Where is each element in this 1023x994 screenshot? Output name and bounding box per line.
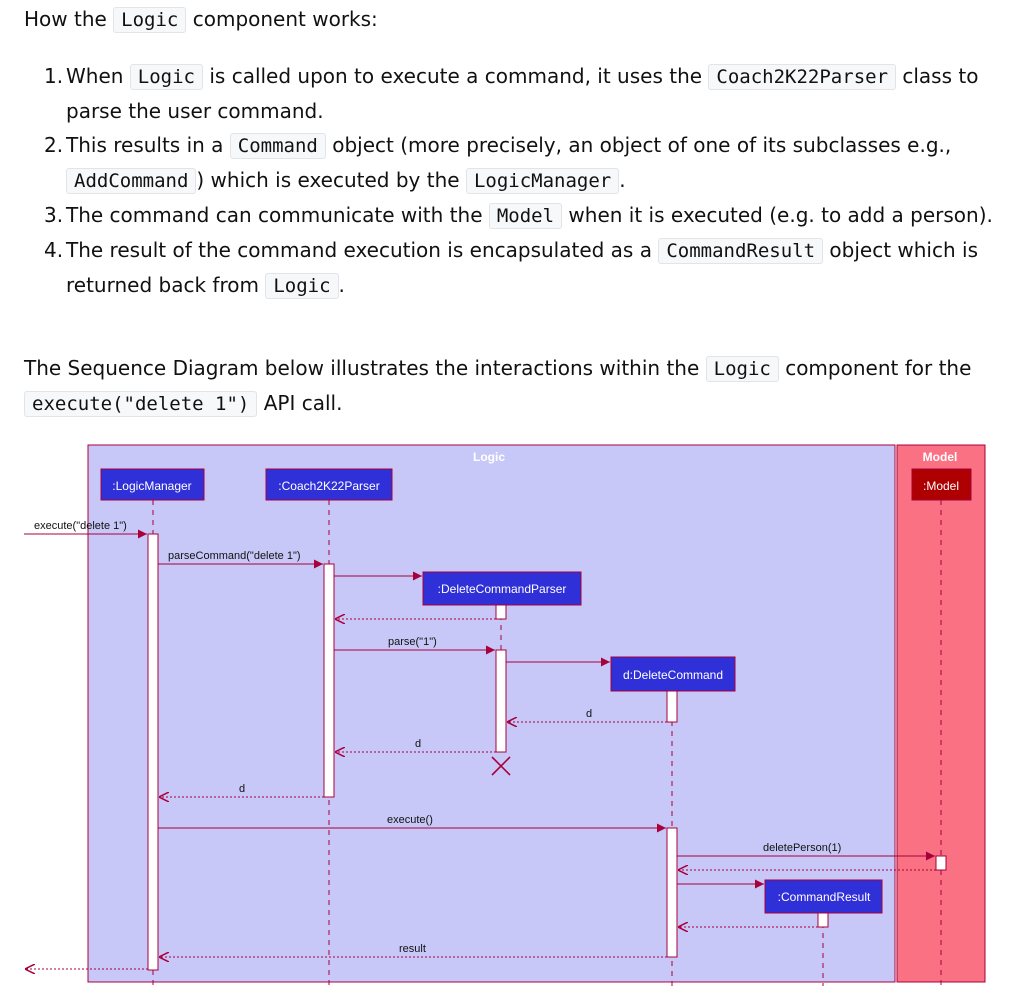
label-delete-person: deletePerson(1) (763, 842, 842, 854)
model-box-title: Model (922, 450, 958, 464)
inline-code: Logic (706, 356, 779, 382)
svg-text::CommandResult: :CommandResult (777, 890, 871, 904)
inline-code: execute("delete 1") (24, 391, 257, 417)
intro-paragraph: How the Logic component works: (24, 7, 378, 31)
list-item: The command can communicate with the Model when it is executed (e.g. to add a person). (66, 203, 993, 227)
inline-code: Logic (130, 64, 203, 90)
list-item: The result of the command execution is encapsulated as a CommandResult object which is returned back from Logic . (66, 238, 978, 297)
list-item: This results in a Command object (more precisely, an object of one of its subclasses e.g., AddCommand ) which is executed by the LogicManager . (66, 133, 952, 192)
label-execute-call: execute("delete 1") (34, 520, 127, 532)
activation-delete-parser-parse (496, 650, 506, 752)
activation-logic-manager (148, 534, 158, 970)
label-parse-command: parseCommand("delete 1") (168, 550, 301, 562)
activation-parser (324, 564, 334, 797)
inline-code: Coach2K22Parser (708, 64, 896, 90)
activation-model (936, 856, 946, 870)
sequence-intro-paragraph: The Sequence Diagram below illustrates the interactions within the Logic component for the execute("delete 1") API call. (24, 356, 972, 415)
inline-code: Logic (265, 273, 338, 299)
logic-box-title: Logic (473, 450, 505, 464)
activation-delete-parser-constructor (496, 605, 506, 619)
inline-code: CommandResult (658, 238, 823, 264)
label-return-d1: d (586, 708, 593, 720)
svg-text::DeleteCommandParser: :DeleteCommandParser (437, 582, 567, 596)
label-result: result (399, 943, 426, 955)
inline-code: Command (230, 133, 326, 159)
activation-command-result (818, 913, 828, 927)
inline-code: Model (489, 203, 562, 229)
inline-code: AddCommand (66, 168, 196, 194)
label-parse: parse("1") (388, 636, 437, 648)
label-execute: execute() (387, 814, 433, 826)
activation-delete-command-constructor (667, 691, 677, 722)
svg-text:d:DeleteCommand: d:DeleteCommand (622, 668, 724, 682)
label-return-d3: d (239, 783, 246, 795)
activation-delete-command-execute (667, 828, 677, 957)
list-item: When Logic is called upon to execute a command, it uses the Coach2K22Parser class to parse the user command. (66, 64, 979, 123)
svg-text::Coach2K22Parser: :Coach2K22Parser (278, 479, 380, 493)
inline-code: LogicManager (466, 168, 619, 194)
label-return-d2: d (415, 738, 422, 750)
inline-code: Logic (113, 7, 186, 33)
svg-text::LogicManager: :LogicManager (112, 479, 192, 493)
svg-text::Model: :Model (922, 479, 960, 493)
